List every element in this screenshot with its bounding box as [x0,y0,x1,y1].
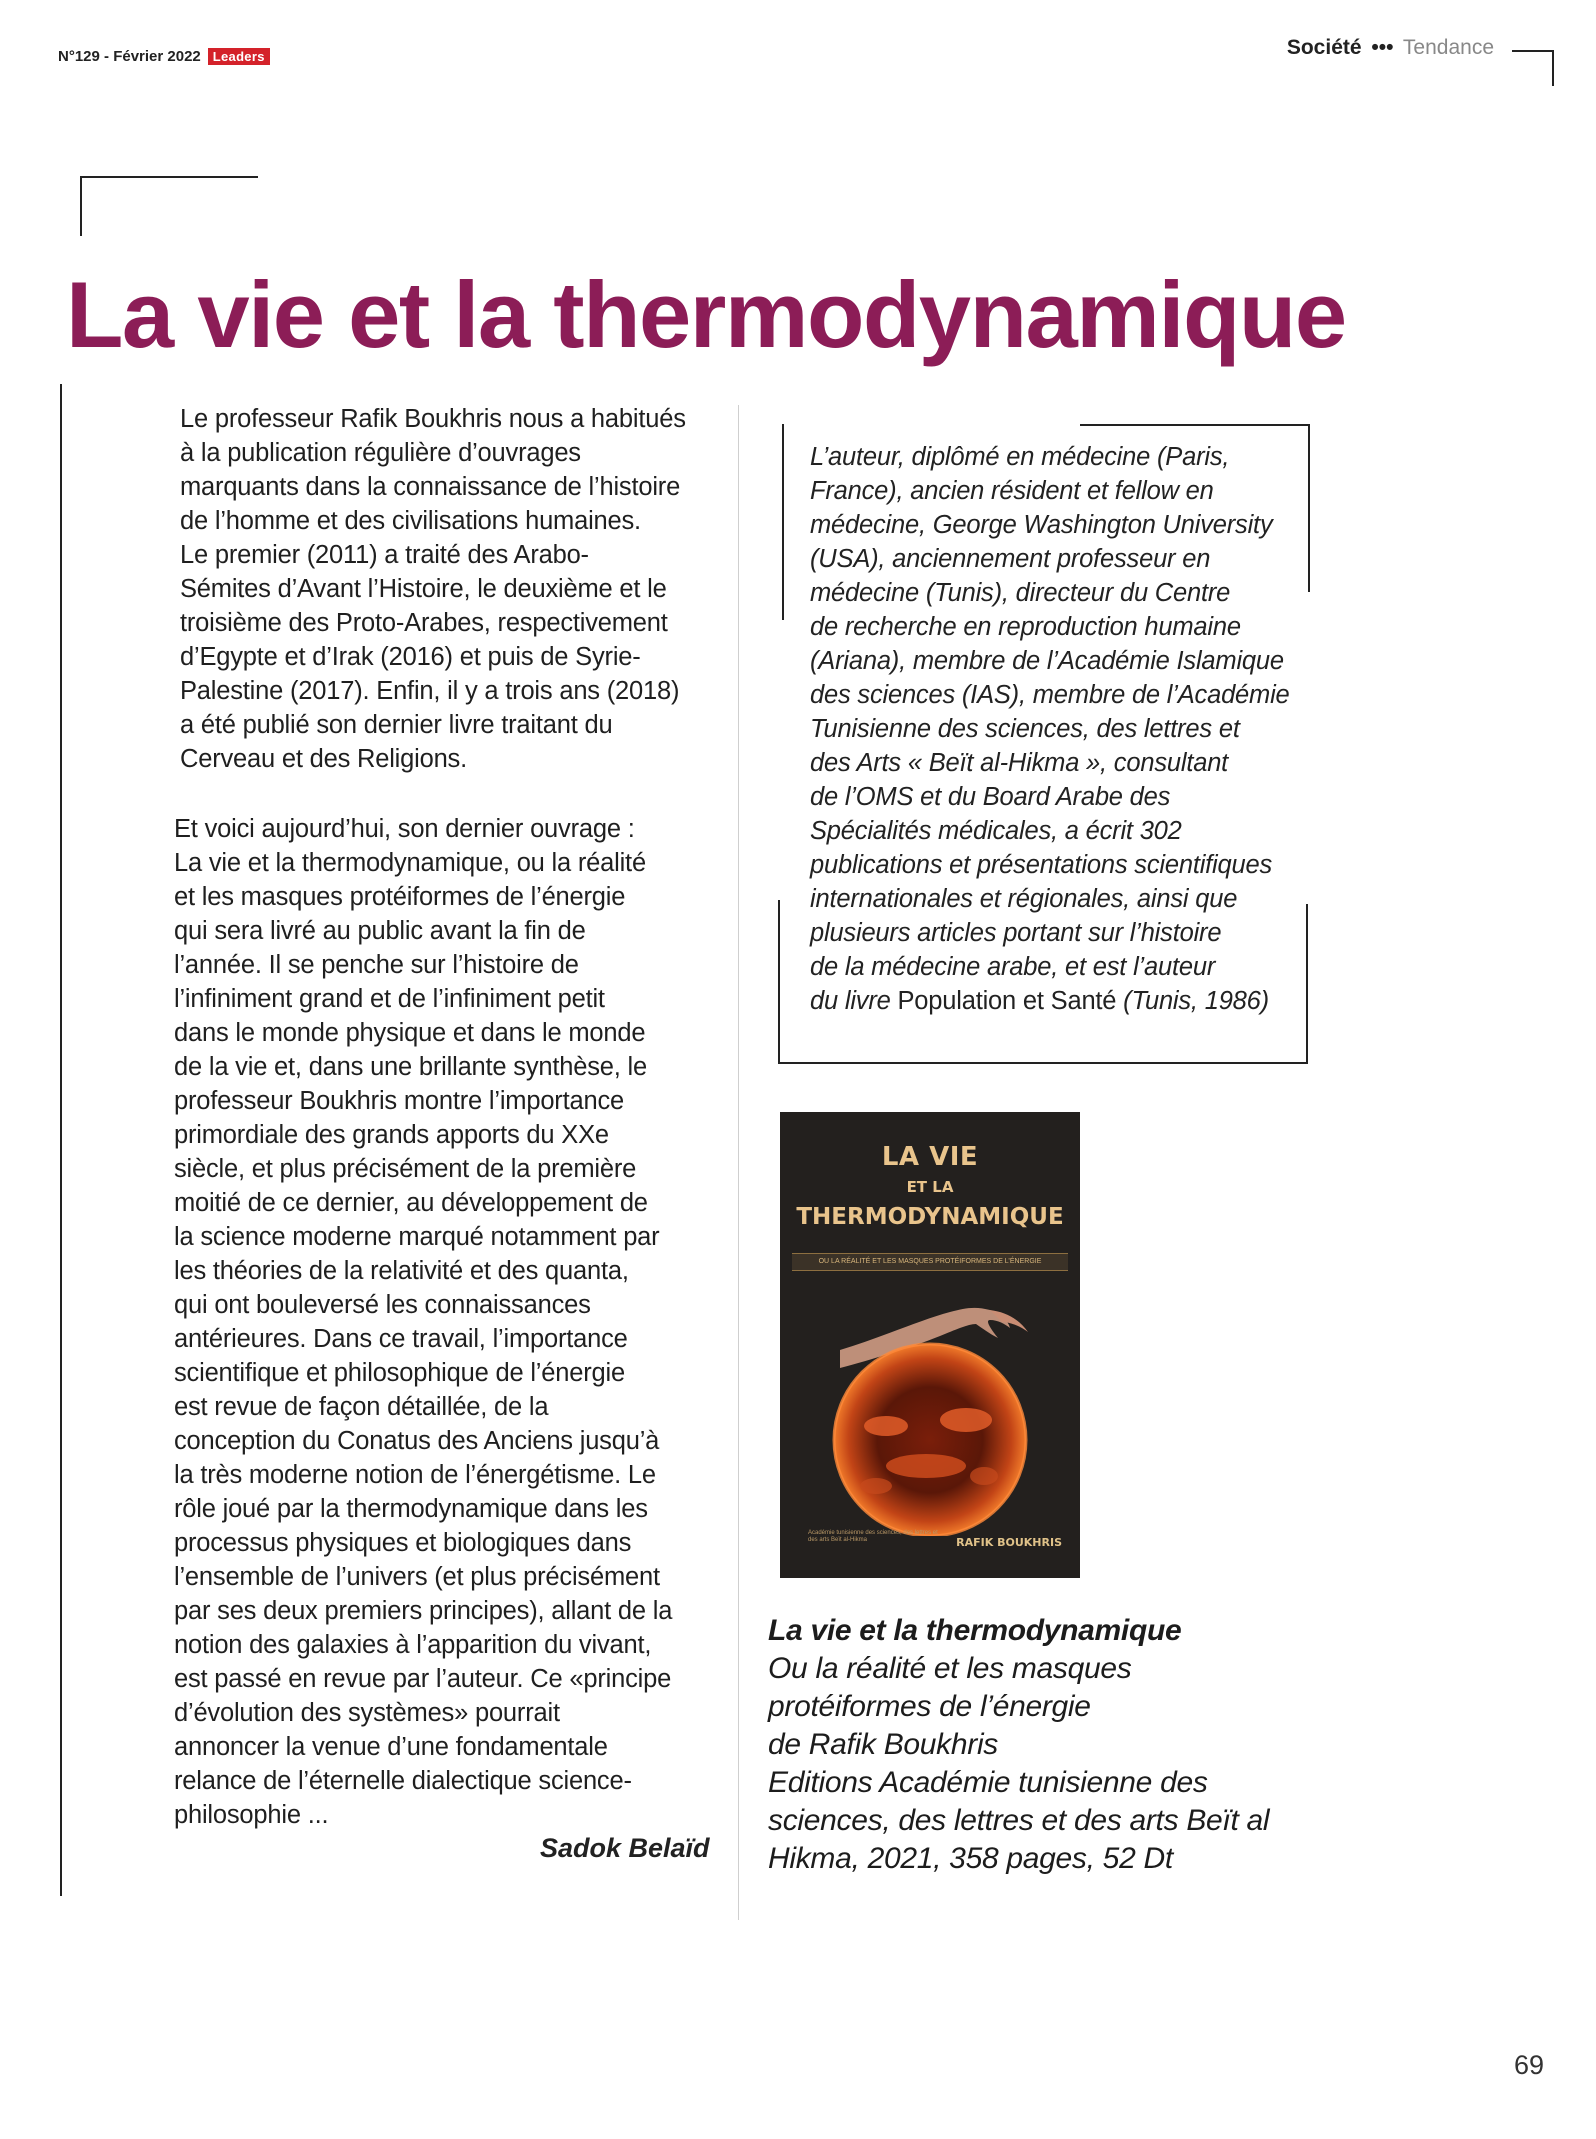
paragraph-line: processus physiques et biologiques dans [174,1529,632,1557]
paragraph-line: Sémites d’Avant l’Histoire, le deuxième et le [180,575,667,603]
article-title: La vie et la thermodynamique [66,262,1346,367]
bio-line-last [810,984,1284,1018]
bio-line: des Arts « Beït al-Hikma », consultant [810,749,1229,777]
paragraph-line: d’Egypte et d’Irak (2016) et puis de Syrie- [180,643,641,671]
paragraph-line: les théories de la relativité et des quanta, [174,1257,629,1285]
caption-line: Hikma, 2021, 358 pages, 52 Dt [768,1842,1173,1875]
paragraph-line: Le premier (2011) a traité des Arabo- [180,541,589,569]
article-paragraph-2 [174,812,734,1832]
cover-title-line3: THERMODYNAMIQUE [796,1204,1064,1230]
paragraph-line: Palestine (2017). Enfin, il y a trois ans (2018) [180,677,680,705]
paragraph-line: rôle joué par la thermodynamique dans les [174,1495,648,1523]
bio-line: publications et présentations scientifiques [810,851,1273,879]
sun-icon [806,1336,1054,1536]
bio-line: des sciences (IAS), membre de l’Académie [810,681,1290,709]
bio-book-title: Population et Santé [897,987,1117,1015]
cover-author: RAFIK BOUKHRIS [956,1536,1062,1549]
section-separator: ••• [1371,36,1394,59]
caption-line: Ou la réalité et les masques [768,1652,1132,1685]
bio-line: (Ariana), membre de l’Académie Islamique [810,647,1284,675]
cover-title-line1: LA VIE [881,1142,979,1172]
bio-frame-right-bottom [1306,904,1308,1064]
paragraph-line: Cerveau et des Religions. [180,745,467,773]
section-label: Société [1286,36,1362,59]
bio-line-prefix: du livre [810,987,898,1015]
issue-header [58,48,270,65]
paragraph-line: relance de l’éternelle dialectique science- [174,1767,632,1795]
paragraph-line: à la publication régulière d’ouvrages [180,439,581,467]
book-cover-image [780,1112,1080,1578]
corner-rule-title-h [80,176,258,178]
paragraph-line: qui sera livré au public avant la fin de [174,917,586,945]
cover-publisher: Académie tunisienne des sciences, des lettres et des arts Beït al-Hikma [808,1530,938,1543]
subsection-label: Tendance [1402,36,1494,59]
bio-line: de la médecine arabe, et est l’auteur [810,953,1216,981]
paragraph-line: dans le monde physique et dans le monde [174,1019,646,1047]
paragraph-line: La vie et la thermodynamique, ou la réalité [174,849,646,877]
paragraph-line: de la vie et, dans une brillante synthèse, le [174,1053,647,1081]
bio-line: de l’OMS et du Board Arabe des [810,783,1171,811]
bio-line: de recherche en reproduction humaine [810,613,1241,641]
paragraph-line: l’infiniment grand et de l’infiniment petit [174,985,605,1013]
paragraph-line: Le professeur Rafik Boukhris nous a habitués [180,405,686,433]
issue-label: N°129 - Février 2022 [58,48,201,65]
author-signature: Sadok Belaïd [540,1833,710,1863]
paragraph-line: par ses deux premiers principes), allant de la [174,1597,673,1625]
bio-line: (USA), anciennement professeur en [810,545,1211,573]
paragraph-line: et les masques protéiformes de l’énergie [174,883,626,911]
bio-frame-left-top [782,424,784,620]
paragraph-line: moitié de ce dernier, au développement de [174,1189,648,1217]
bio-line: France), ancien résident et fellow en [810,477,1214,505]
paragraph-line: philosophie ... [174,1801,329,1829]
corner-rule-title-v [80,176,82,236]
section-header [1287,36,1494,60]
bio-line: internationales et régionales, ainsi que [810,885,1238,913]
paragraph-line: est passé en revue par l’auteur. Ce «principe [174,1665,672,1693]
bio-frame-top [1080,424,1310,426]
cover-title-line2: ET LA [906,1178,954,1196]
author-bio [810,440,1290,1018]
page-number: 69 [1513,2050,1544,2080]
paragraph-line: conception du Conatus des Anciens jusqu’à [174,1427,660,1455]
paragraph-line: est revue de façon détaillée, de la [174,1393,549,1421]
brand-logo: Leaders [208,48,270,65]
caption-line: de Rafik Boukhris [768,1728,999,1761]
cover-subtitle-band: OU LA RÉALITÉ ET LES MASQUES PROTÉIFORMES DE L’ÉNERGIE [792,1253,1068,1271]
paragraph-line: l’ensemble de l’univers (et plus précisément [174,1563,660,1591]
bio-frame-right-top [1308,424,1310,592]
paragraph-line: siècle, et plus précisément de la première [174,1155,637,1183]
paragraph-line: a été publié son dernier livre traitant du [180,711,613,739]
paragraph-line: marquants dans la connaissance de l’histoire [180,473,681,501]
left-column-rule [60,384,62,1896]
bio-line: médecine (Tunis), directeur du Centre [810,579,1231,607]
corner-rule-top-right-v [1552,50,1554,86]
paragraph-line: qui ont bouleversé les connaissances [174,1291,591,1319]
bio-frame-left-bottom [778,900,780,1064]
caption-title: La vie et la thermodynamique [768,1614,1182,1647]
paragraph-line: notion des galaxies à l’apparition du vivant, [174,1631,652,1659]
bio-line: L’auteur, diplômé en médecine (Paris, [810,443,1230,471]
bio-line: Tunisienne des sciences, des lettres et [810,715,1240,743]
bio-line: médecine, George Washington University [810,511,1273,539]
caption-line: protéiformes de l’énergie [768,1690,1091,1723]
caption-line: sciences, des lettres et des arts Beït al [768,1804,1270,1837]
bio-line: plusieurs articles portant sur l’histoire [810,919,1222,947]
bio-frame-bottom [778,1062,1308,1064]
paragraph-line: la science moderne marqué notamment par [174,1223,660,1251]
paragraph-line: d’évolution des systèmes» pourrait [174,1699,560,1727]
article-paragraph-1 [180,402,740,776]
paragraph-line: l’année. Il se penche sur l’histoire de [174,951,579,979]
paragraph-line: de l’homme et des civilisations humaines. [180,507,641,535]
paragraph-line: la très moderne notion de l’énergétisme. Le [174,1461,656,1489]
paragraph-line: scientifique et philosophique de l’énergie [174,1359,625,1387]
paragraph-line: primordiale des grands apports du XXe [174,1121,609,1149]
corner-rule-top-right-h [1512,50,1554,52]
bio-line-suffix: (Tunis, 1986) [1116,987,1269,1015]
caption-line: Editions Académie tunisienne des [768,1766,1208,1799]
paragraph-line: antérieures. Dans ce travail, l’importance [174,1325,628,1353]
paragraph-line: Et voici aujourd’hui, son dernier ouvrage : [174,815,635,843]
paragraph-line: annoncer la venue d’une fondamentale [174,1733,608,1761]
paragraph-line: troisième des Proto-Arabes, respectivement [180,609,668,637]
paragraph-line: professeur Boukhris montre l’importance [174,1087,624,1115]
book-caption [768,1612,1269,1878]
bio-line: Spécialités médicales, a écrit 302 [810,817,1182,845]
